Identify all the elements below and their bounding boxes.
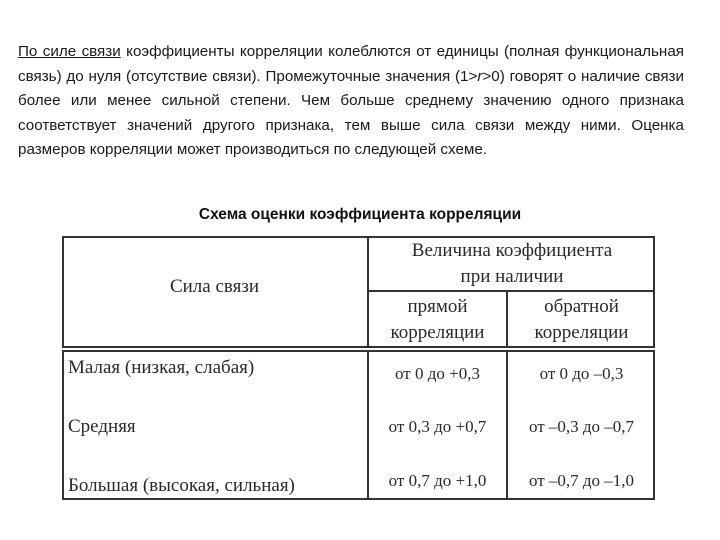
- row-strength-low: Малая (низкая, слабая): [68, 357, 255, 378]
- header-inverse-line2: корреляции: [534, 322, 629, 343]
- row-direct-low: от 0 до +0,3: [395, 364, 480, 383]
- row-direct-medium: от 0,3 до +0,7: [388, 417, 487, 436]
- header-strength: Сила связи: [169, 276, 260, 297]
- row-strength-medium: Средняя: [68, 416, 136, 437]
- row-inverse-medium: от –0,3 до –0,7: [528, 417, 635, 436]
- row-inverse-high: от –0,7 до –1,0: [528, 471, 635, 490]
- header-direct-line1: прямой: [407, 296, 468, 317]
- correlation-table: [62, 236, 655, 500]
- row-inverse-low: от 0 до –0,3: [539, 364, 624, 383]
- header-value-group-line2: при наличии: [460, 266, 564, 287]
- header-value-group-line1: Величина коэффициента: [411, 240, 613, 261]
- underlined-phrase: По силе связи: [18, 43, 121, 60]
- row-direct-high: от 0,7 до +1,0: [388, 471, 487, 490]
- paragraph-text-part2: >0) говорят о наличие связи более или менее сильной степени. Чем больше среднему значению одного признака соответствует значений другого признака, тем выше сила связи между ними. Оценка размеров корреляции может производиться по следующей схеме.: [18, 67, 684, 158]
- intro-paragraph: [18, 40, 684, 163]
- paragraph-text-part1: коэффициенты корреляции колеблются от единицы (полная функциональная связь) до нуля (отсутствие связи). Промежуточные значения (1>: [18, 43, 684, 85]
- r-symbol: r: [477, 67, 483, 85]
- table-caption: Схема оценки коэффициента корреляции: [198, 206, 522, 223]
- header-inverse-line1: обратной: [544, 296, 619, 317]
- row-strength-high: Большая (высокая, сильная): [68, 475, 295, 496]
- header-direct-line2: корреляции: [390, 322, 485, 343]
